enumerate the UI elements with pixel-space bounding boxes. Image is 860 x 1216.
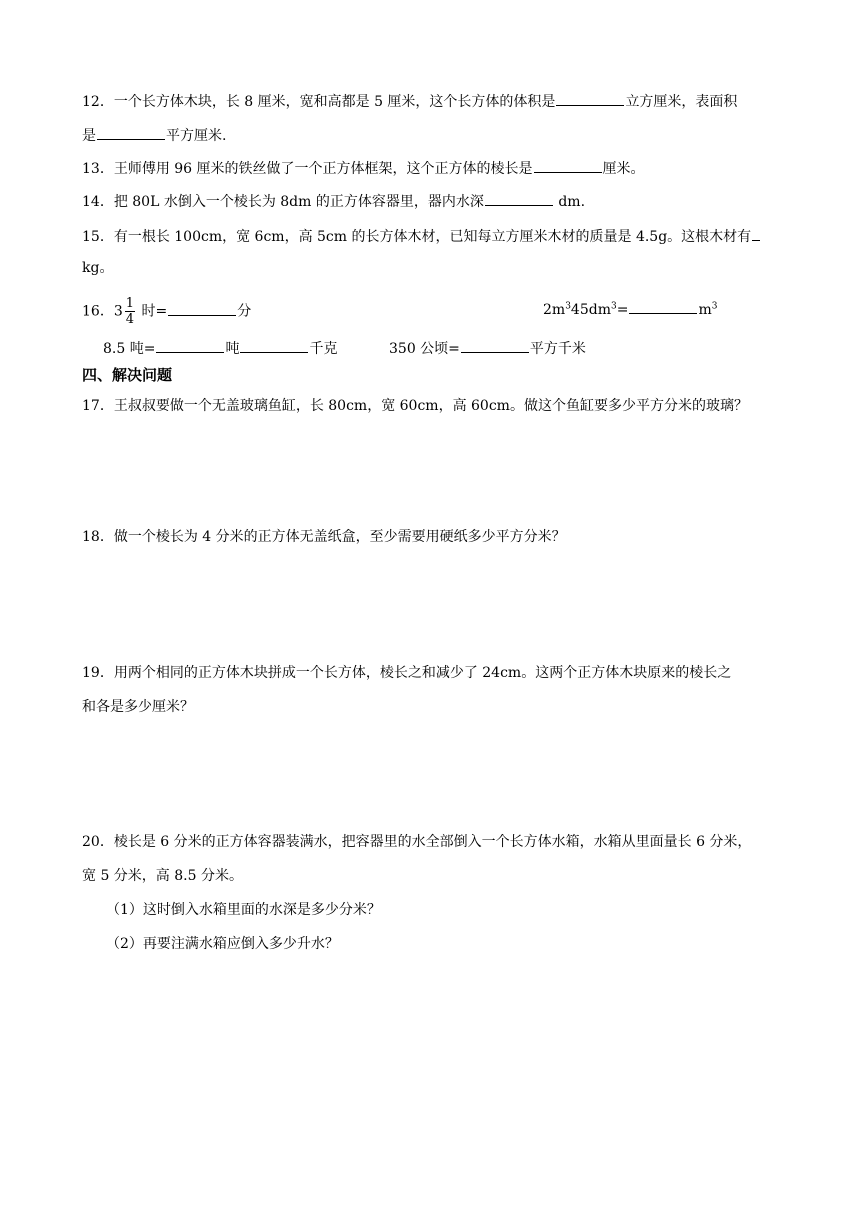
answer-blank[interactable] (156, 337, 224, 353)
question-17: 17．王叔叔要做一个无盖玻璃鱼缸，长 80cm，宽 60cm，高 60cm。做这个鱼缸要多少平方分米的玻璃？ (82, 398, 748, 414)
answer-blank[interactable] (461, 337, 529, 353)
answer-blank[interactable] (556, 90, 624, 106)
answer-blank[interactable] (752, 225, 760, 241)
question-20-line-1: 20．棱长是 6 分米的正方体容器装满水，把容器里的水全部倒入一个长方体水箱，水箱从里面量长 6 分米， (82, 834, 752, 850)
answer-blank[interactable] (534, 157, 602, 173)
question-16-item-3: 8.5 吨= 吨 千克 (103, 337, 337, 359)
question-15-line-2: kg。 (82, 260, 114, 276)
question-20-sub-1: （1）这时倒入水箱里面的水深是多少分米？ (106, 902, 381, 918)
answer-blank[interactable] (240, 337, 308, 353)
question-14: 14．把 80L 水倒入一个棱长为 8dm 的正方体容器里，器内水深 dm. (82, 190, 585, 212)
question-16-item-1: 16．3 $\frac{1}{4}$ 时= 分 (82, 296, 252, 327)
question-19-line-2: 和各是多少厘米？ (82, 699, 194, 715)
question-12-line-2: 是 平方厘米. (82, 124, 226, 146)
section-heading: 四、解决问题 (82, 366, 173, 384)
answer-blank[interactable] (168, 300, 236, 316)
question-12-line-1: 12．一个长方体木块，长 8 厘米，宽和高都是 5 厘米，这个长方体的体积是 立方厘米，表面积 (82, 90, 737, 112)
answer-blank[interactable] (97, 124, 165, 140)
question-19-line-1: 19．用两个相同的正方体木块拼成一个长方体，棱长之和减少了 24cm。这两个正方体木块原来的棱长之 (82, 665, 732, 681)
question-16-item-2: $2m^345dm^3= m^3$ (543, 298, 717, 320)
answer-blank[interactable] (629, 298, 697, 314)
question-15-line-1: 15．有一根长 100cm，宽 6cm，高 5cm 的长方体木材，已知每立方厘米木材的质量是 4.5g。这根木材有 (82, 225, 761, 247)
question-13: 13．王师傅用 96 厘米的铁丝做了一个正方体框架，这个正方体的棱长是 厘米。 (82, 157, 645, 179)
question-20-line-2: 宽 5 分米，高 8.5 分米。 (82, 868, 243, 884)
answer-blank[interactable] (485, 190, 553, 206)
question-20-sub-2: （2）再要注满水箱应倒入多少升水？ (106, 936, 339, 952)
question-18: 18．做一个棱长为 4 分米的正方体无盖纸盒，至少需要用硬纸多少平方分米？ (82, 529, 566, 545)
question-16-item-4: 350 公顷= 平方千米 (389, 337, 586, 359)
mixed-fraction: $\frac{1}{4}$ (125, 296, 135, 327)
